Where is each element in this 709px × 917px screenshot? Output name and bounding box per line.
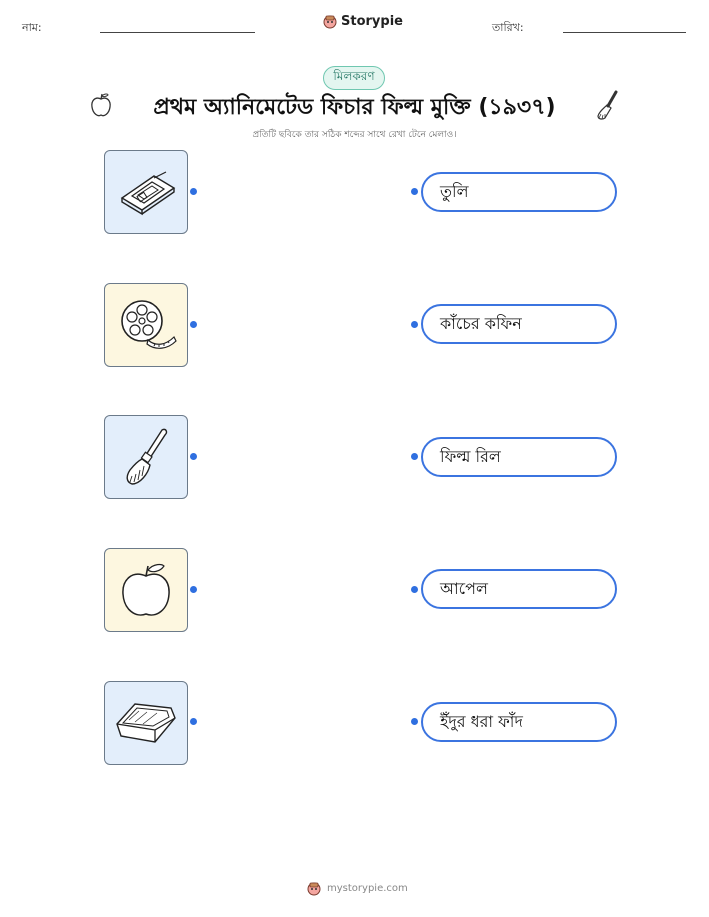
word-label: ফিল্ম রিল [440,446,501,466]
picture-card-paintbrush [104,415,188,499]
picture-card-film-reel [104,283,188,367]
film-reel-icon [114,295,178,355]
word-label: ইঁদুর ধরা ফাঁদ [440,711,523,731]
match-dot-right-1[interactable] [411,188,418,195]
date-line[interactable] [563,32,686,33]
brand-name: Storypie [341,13,403,29]
word-box-2 [421,304,617,344]
brand-logo [322,13,403,29]
paintbrush-icon [594,90,620,122]
match-dot-right-4[interactable] [411,586,418,593]
storypie-logo-icon [306,880,322,896]
match-dot-left-2[interactable] [190,321,197,328]
instructions: প্রতিটি ছবিকে তার সঠিক শব্দের সাথে রেখা টেনে মেলাও। [252,130,457,140]
match-dot-right-5[interactable] [411,718,418,725]
picture-card-apple [104,548,188,632]
name-label: নাম: [22,21,42,34]
date-label: তারিখ: [492,21,524,34]
name-line[interactable] [100,32,255,33]
word-box-1 [421,172,617,212]
word-label: কাঁচের কফিন [440,313,522,333]
word-label: আপেল [440,578,488,598]
match-dot-left-4[interactable] [190,586,197,593]
match-dot-left-3[interactable] [190,453,197,460]
footer-url[interactable]: mystorypie.com [327,882,408,894]
match-dot-right-2[interactable] [411,321,418,328]
paintbrush-icon [118,424,174,490]
word-label: তুলি [440,181,469,201]
storypie-logo-icon [322,13,338,29]
glass-coffin-icon [113,698,179,748]
match-dot-left-1[interactable] [190,188,197,195]
picture-card-glass-coffin [104,681,188,765]
word-box-4 [421,569,617,609]
footer [306,880,408,896]
page-title: প্রথম অ্যানিমেটেড ফিচার ফিল্ম মুক্তি (১৯৩৭) [153,95,556,120]
apple-icon [116,558,176,622]
match-dot-right-3[interactable] [411,453,418,460]
word-box-3 [421,437,617,477]
picture-card-mousetrap [104,150,188,234]
mousetrap-icon [114,164,178,220]
match-dot-left-5[interactable] [190,718,197,725]
activity-badge: মিলকরণ [323,66,385,90]
word-box-5 [421,702,617,742]
